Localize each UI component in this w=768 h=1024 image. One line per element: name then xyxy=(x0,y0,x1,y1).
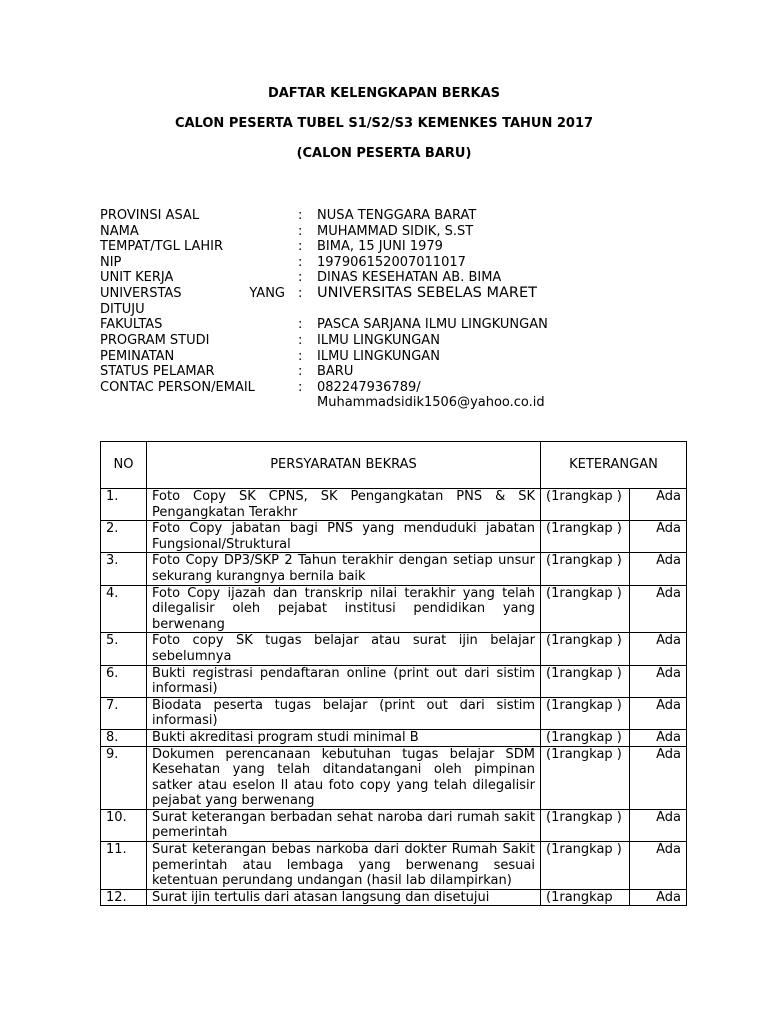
row-number: 4. xyxy=(101,585,147,633)
row-keterangan-copies: (1rangkap ) xyxy=(541,553,630,585)
info-row-nip xyxy=(100,255,600,271)
row-number: 1. xyxy=(101,489,147,521)
info-value: UNIVERSITAS SEBELAS MARET xyxy=(317,284,537,301)
info-label: PROVINSI ASAL xyxy=(100,208,200,223)
info-label: CONTAC PERSON/EMAIL xyxy=(100,379,255,395)
row-requirement: Foto Copy SK CPNS, SK Pengangkatan PNS & SK Pengangkatan Terakhr xyxy=(147,489,541,521)
info-value: BIMA, 15 JUNI 1979 xyxy=(317,239,443,255)
row-requirement: Foto Copy ijazah dan transkrip nilai terakhir yang telah dilegalisir oleh pejabat institusi pendidikan yang berwenang xyxy=(147,585,541,633)
row-number: 10. xyxy=(101,809,147,841)
info-row-univ xyxy=(100,286,600,318)
table-row xyxy=(101,809,687,841)
info-value-email: Muhammadsidik1506@yahoo.co.id xyxy=(317,395,545,411)
table-row xyxy=(101,489,687,521)
info-colon: : xyxy=(298,208,303,223)
info-label-part: UNIVERSTAS xyxy=(100,285,182,301)
row-keterangan-copies: (1rangkap ) xyxy=(541,489,630,521)
applicant-info xyxy=(100,208,600,411)
row-keterangan-status: Ada xyxy=(630,697,687,729)
info-label: TEMPAT/TGL LAHIR xyxy=(100,239,224,255)
table-row xyxy=(101,665,687,697)
info-colon: : xyxy=(298,333,303,349)
requirements-body xyxy=(101,489,687,906)
header-requirement: PERSYARATAN BEKRAS xyxy=(147,442,541,489)
table-row xyxy=(101,553,687,585)
row-keterangan-copies: (1rangkap ) xyxy=(541,842,630,890)
table-row xyxy=(101,889,687,906)
info-value: DINAS KESEHATAN AB. BIMA xyxy=(317,270,502,286)
info-colon: : xyxy=(298,270,303,286)
info-row-unit xyxy=(100,270,600,286)
requirements-table xyxy=(100,441,687,906)
info-label: PEMINATAN xyxy=(100,348,175,364)
row-requirement: Dokumen perencanaan kebutuhan tugas belajar SDM Kesehatan yang telah ditandatangani oleh pimpinan satker atau eselon II atau foto copy yang telah dilegalisir pejabat yang berwenang xyxy=(147,746,541,809)
info-row-prodi xyxy=(100,333,600,349)
info-label: FAKULTAS xyxy=(100,317,163,333)
row-number: 7. xyxy=(101,697,147,729)
row-requirement: Foto copy SK tugas belajar atau surat ijin belajar sebelumnya xyxy=(147,633,541,665)
row-keterangan-copies: (1rangkap ) xyxy=(541,585,630,633)
info-colon: : xyxy=(298,348,303,364)
row-number: 8. xyxy=(101,729,147,746)
table-row xyxy=(101,633,687,665)
info-row-provinsi xyxy=(100,208,600,224)
row-keterangan-copies: (1rangkap ) xyxy=(541,746,630,809)
row-keterangan-copies: (1rangkap ) xyxy=(541,697,630,729)
table-row xyxy=(101,729,687,746)
row-requirement: Foto Copy DP3/SKP 2 Tahun terakhir dengan setiap unsur sekurang kurangnya bernila baik xyxy=(147,553,541,585)
info-value: BARU xyxy=(317,364,354,380)
document-subtitle-status: (CALON PESERTA BARU) xyxy=(296,146,472,161)
row-keterangan-status: Ada xyxy=(630,746,687,809)
row-requirement: Surat keterangan bebas narkoba dari dokter Rumah Sakit pemerintah atau lembaga yang berwenang sesuai ketentuan perundang undangan (hasil lab dilampirkan) xyxy=(147,842,541,890)
info-colon: : xyxy=(298,364,303,380)
table-row xyxy=(101,585,687,633)
header-keterangan: KETERANGAN xyxy=(541,442,687,489)
info-value: NUSA TENGGARA BARAT xyxy=(317,208,477,223)
row-keterangan-status: Ada xyxy=(630,585,687,633)
row-requirement: Foto Copy jabatan bagi PNS yang menduduki jabatan Fungsional/Struktural xyxy=(147,521,541,553)
table-row xyxy=(101,521,687,553)
row-number: 9. xyxy=(101,746,147,809)
info-label: NIP xyxy=(100,254,122,270)
row-keterangan-copies: (1rangkap ) xyxy=(541,633,630,665)
row-keterangan-status: Ada xyxy=(630,521,687,553)
row-keterangan-copies: (1rangkap ) xyxy=(541,809,630,841)
row-number: 5. xyxy=(101,633,147,665)
info-row-peminatan xyxy=(100,349,600,365)
info-label: NAMA xyxy=(100,223,139,239)
row-keterangan-status: Ada xyxy=(630,842,687,890)
document-title: DAFTAR KELENGKAPAN BERKAS xyxy=(267,86,501,101)
info-colon: : xyxy=(298,239,303,255)
info-value: MUHAMMAD SIDIK, S.ST xyxy=(317,223,474,239)
row-requirement: Bukti akreditasi program studi minimal B xyxy=(147,729,541,746)
row-requirement: Biodata peserta tugas belajar (print out dari sistim informasi) xyxy=(147,697,541,729)
row-keterangan-status: Ada xyxy=(630,729,687,746)
row-number: 6. xyxy=(101,665,147,697)
row-number: 2. xyxy=(101,521,147,553)
info-label-part: YANG xyxy=(249,285,285,301)
row-keterangan-status: Ada xyxy=(630,553,687,585)
info-colon: : xyxy=(298,254,303,270)
info-colon: : xyxy=(298,379,303,395)
row-keterangan-status: Ada xyxy=(630,489,687,521)
info-colon: : xyxy=(298,285,303,301)
table-header-row xyxy=(101,442,687,489)
row-keterangan-status: Ada xyxy=(630,633,687,665)
row-keterangan-copies: (1rangkap ) xyxy=(541,665,630,697)
info-colon: : xyxy=(298,223,303,239)
row-number: 12. xyxy=(101,889,147,906)
table-row xyxy=(101,746,687,809)
row-keterangan-copies: (1rangkap ) xyxy=(541,521,630,553)
row-requirement: Surat keterangan berbadan sehat naroba dari rumah sakit pemerintah xyxy=(147,809,541,841)
info-row-nama xyxy=(100,224,600,240)
table-row xyxy=(101,697,687,729)
info-value: ILMU LINGKUNGAN xyxy=(317,348,440,364)
info-value: 197906152007011017 xyxy=(317,254,466,270)
info-row-status xyxy=(100,364,600,380)
info-label-part: DITUJU xyxy=(100,301,145,317)
document-subtitle: CALON PESERTA TUBEL S1/S2/S3 KEMENKES TAHUN 2017 xyxy=(174,116,594,131)
info-label: UNIT KERJA xyxy=(100,270,174,286)
row-keterangan-copies: (1rangkap xyxy=(541,889,630,906)
info-label: STATUS PELAMAR xyxy=(100,364,215,380)
row-keterangan-status: Ada xyxy=(630,809,687,841)
header-no: NO xyxy=(101,442,147,489)
row-requirement: Bukti registrasi pendaftaran online (print out dari sistim informasi) xyxy=(147,665,541,697)
info-label: PROGRAM STUDI xyxy=(100,333,210,349)
info-value: ILMU LINGKUNGAN xyxy=(317,333,440,349)
row-number: 3. xyxy=(101,553,147,585)
row-keterangan-status: Ada xyxy=(630,889,687,906)
info-label xyxy=(100,286,285,317)
info-colon: : xyxy=(298,317,303,333)
table-row xyxy=(101,842,687,890)
info-row-fakultas xyxy=(100,317,600,333)
info-row-ttl xyxy=(100,239,600,255)
row-keterangan-status: Ada xyxy=(630,665,687,697)
row-keterangan-copies: (1rangkap ) xyxy=(541,729,630,746)
info-value: PASCA SARJANA ILMU LINGKUNGAN xyxy=(317,317,548,333)
info-value-phone: 082247936789/ xyxy=(317,379,421,395)
row-requirement: Surat ijin tertulis dari atasan langsung dan disetujui xyxy=(147,889,541,906)
row-number: 11. xyxy=(101,842,147,890)
info-row-contact xyxy=(100,380,600,411)
